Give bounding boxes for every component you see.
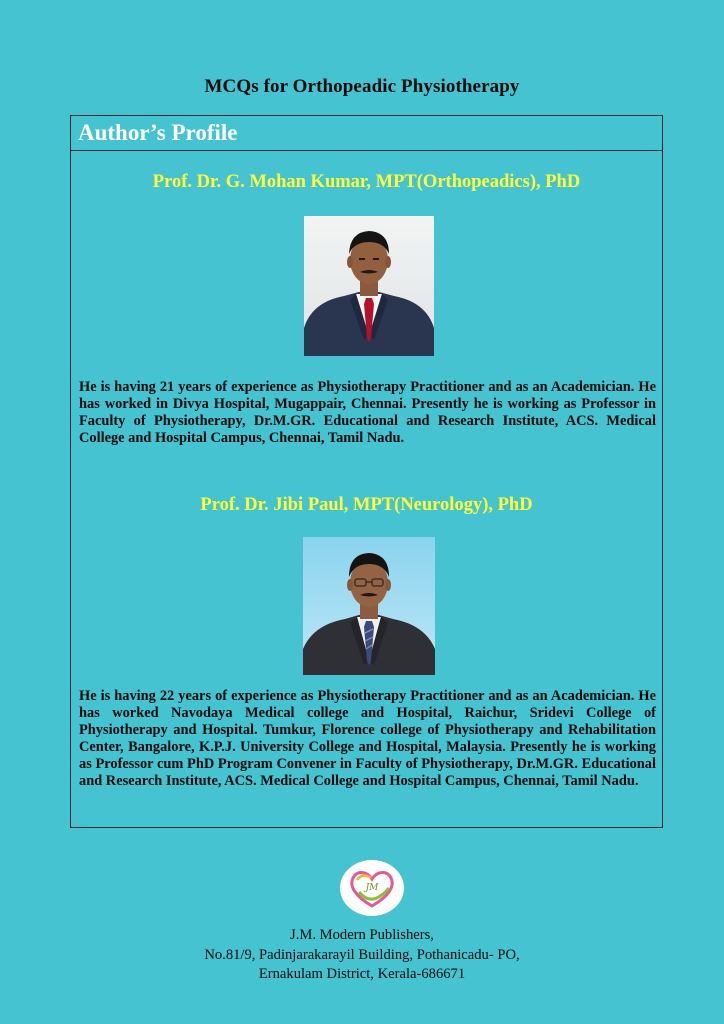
- section-header: [71, 116, 662, 151]
- publisher-address: [0, 926, 724, 985]
- publisher-name: J.M. Modern Publishers,: [290, 927, 434, 943]
- bio-line: Physiotherapy and Rehabilitation Center, Bangalore, K.P.J. University College: [79, 721, 656, 755]
- publisher-address-line: Ernakulam District, Kerala-686671: [258, 966, 466, 982]
- bio-line: Institute, ACS. Medical College and Hospital Campus, Chennai, Tamil Nadu.: [165, 772, 639, 789]
- author-2-name: Prof. Dr. Jibi Paul, MPT(Neurology), PhD: [200, 495, 533, 515]
- bio-line: He is having 22 years of experience as Physiotherapy Practitioner and as an: [79, 688, 548, 704]
- book-title: MCQs for Orthopeadic Physiotherapy: [204, 76, 520, 97]
- author-1-name: Prof. Dr. G. Mohan Kumar, MPT(Orthopeadics), PhD: [152, 172, 581, 192]
- bio-line: Academician. He has worked Navodaya Medical college and Hospital, Raichur,: [79, 688, 657, 721]
- bio-line: and Hospital, Malaysia. Presently he is working as Professor cum PhD Program: [79, 738, 656, 772]
- bio-line: Convener in Faculty of Physiotherapy, Dr.M.GR. Educational and Research: [79, 755, 656, 789]
- author-1-photo: [304, 216, 434, 356]
- author-2-photo: [303, 537, 435, 675]
- bio-line: he is working as Professor in Faculty of Physiotherapy, Dr.M.GR. Educational: [79, 395, 657, 429]
- section-title: Author’s Profile: [78, 120, 238, 145]
- bio-line: Tamil Nadu.: [327, 429, 405, 446]
- publisher-address-line: No.81/9, Padinjarakarayil Building, Pothanicadu- PO,: [204, 946, 520, 963]
- author-profile-box: [70, 115, 663, 828]
- bio-line: and Research Institute, ACS. Medical College and Hospital Campus, Chennai,: [79, 412, 656, 446]
- author-2-bio: [79, 688, 656, 789]
- bio-line: Academician. He has worked in Divya Hospital, Mugappair, Chennai. Presently: [79, 379, 657, 412]
- author-1-bio: [79, 379, 656, 447]
- bio-line: He is having 21 years of experience as Physiotherapy Practitioner and as an: [79, 379, 548, 395]
- bio-line: Sridevi College of Physiotherapy and Hospital. Tumkur, Florence college of: [79, 704, 656, 738]
- publisher-logo: [337, 858, 407, 918]
- svg-text:JM: JM: [365, 883, 379, 893]
